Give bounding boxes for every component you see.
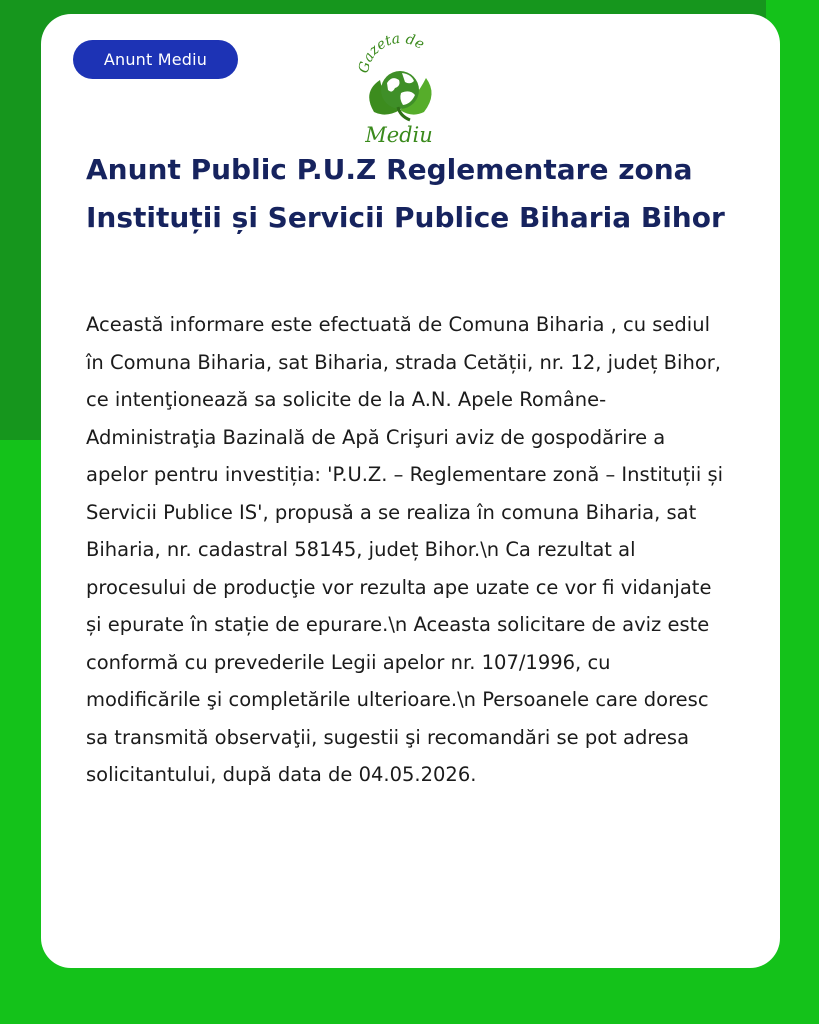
category-badge[interactable]: Anunt Mediu <box>73 40 238 79</box>
gazeta-de-mediu-logo <box>354 28 444 146</box>
logo-text-top: Gazeta de <box>355 30 427 75</box>
announcement-card <box>41 14 780 968</box>
article-body: Această informare este efectuată de Comuna Biharia , cu sediul în Comuna Biharia, sat Biharia, strada Cetății, nr. 12, județ Bihor, ce intenţionează sa solicite de la A.N. Apele Române-Administraţia Bazinală de Apă Crişuri aviz de gospodărire a apelor pentru investiția: 'P.U.Z. – Reglementare zonă – Instituții și Servicii Publice IS', propusă a se realiza în comuna Biharia, sat Biharia, nr. cadastral 58145, județ Bihor.\n Ca rezultat al procesului de producţie vor rezulta ape uzate ce vor fi vidanjate și epurate în stație de epurare.\n Aceasta solicitare de aviz este conformă cu prevederile Legii apelor nr. 107/1996, cu modificările şi completările ulterioare.\n Persoanele care doresc sa transmită observaţii, sugestii şi recomandări se pot adresa solicitantului, după data de 04.05.2026. <box>86 313 724 786</box>
globe-leaf-icon <box>354 28 444 146</box>
svg-text:Gazeta de <box>356 31 427 75</box>
article-title: Anunt Public P.U.Z Reglementare zona Instituții și Servicii Publice Biharia Bihor <box>86 153 725 234</box>
logo-text-bottom: Mediu <box>365 123 433 146</box>
